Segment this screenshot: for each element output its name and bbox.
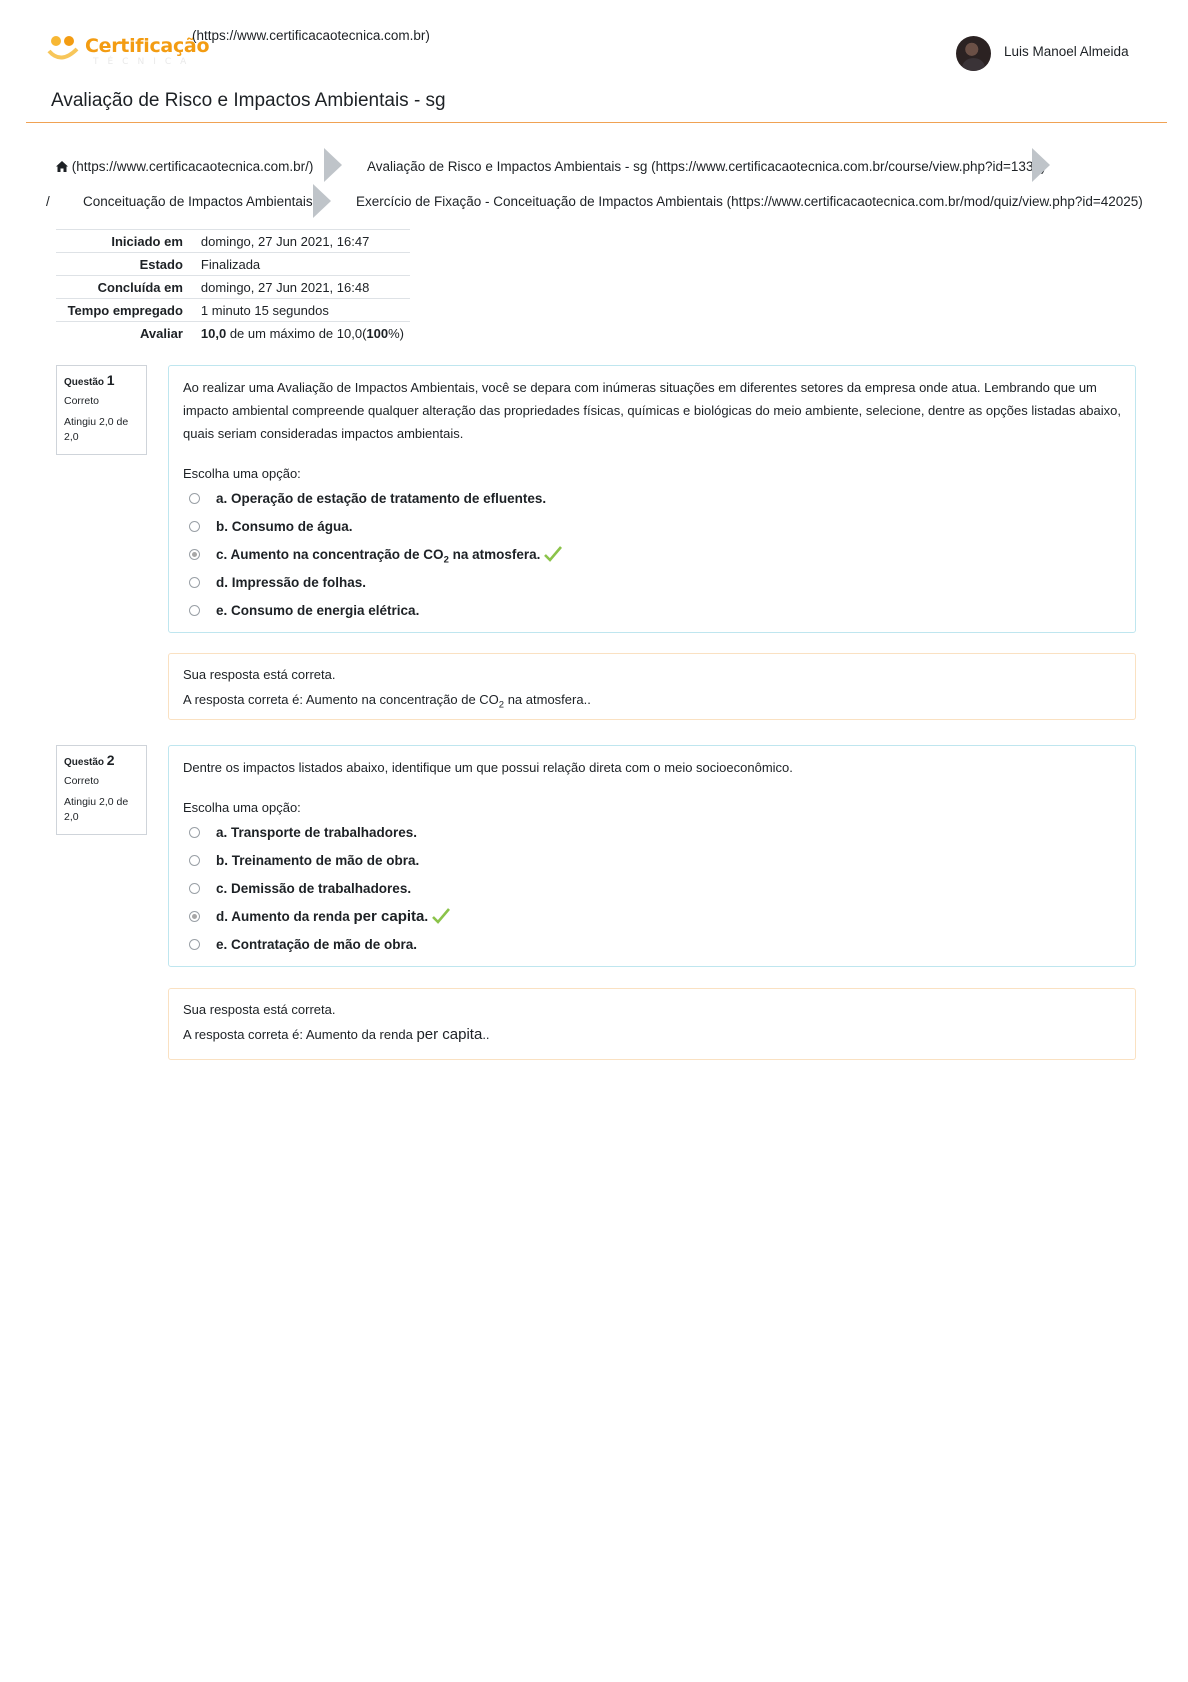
radio-icon[interactable] [189, 577, 200, 588]
option-d[interactable] [189, 903, 1121, 931]
radio-icon[interactable] [189, 883, 200, 894]
question-2-info [56, 745, 147, 835]
check-icon [432, 908, 450, 924]
table-row [56, 322, 410, 345]
option-b[interactable] [189, 513, 1121, 541]
question-state: Correto [64, 775, 100, 787]
option-label: e. Consumo de energia elétrica. [216, 603, 420, 618]
breadcrumb-arrow [1032, 148, 1050, 182]
option-label: d. Aumento da renda [216, 909, 354, 924]
option-label: b. Treinamento de mão de obra. [216, 853, 420, 868]
option-a[interactable] [189, 485, 1121, 513]
breadcrumb-arrow [313, 184, 331, 218]
answer-prompt: Escolha uma opção: [183, 466, 301, 481]
question-text: Ao realizar uma Avaliação de Impactos Ambientais, você se depara com inúmeras situações em diferentes setores da empresa onde atua. Lembrando que um impacto ambiental compreende qualquer alteração das propriedades físicas, químicas e biológicas do meio ambiente, selecione, dentre as opções listadas abaixo, quais seriam consideradas impactos ambientais. [183, 380, 1121, 441]
grade-end: %) [388, 325, 404, 341]
question-label: Questão [64, 757, 105, 768]
question-state: Correto [64, 395, 100, 407]
option-b[interactable] [189, 847, 1121, 875]
question-mark: Atingiu 2,0 de 2,0 [64, 416, 129, 443]
attempt-summary-table [56, 229, 410, 345]
radio-icon[interactable] [189, 549, 200, 560]
breadcrumb-quiz[interactable]: Exercício de Fixação - Conceituação de Impactos Ambientais (https://www.certificacaotecnica.com.br/mod/quiz/view.php?id=42025) [356, 194, 1143, 209]
logo-icon [47, 33, 83, 67]
question-number [64, 752, 139, 768]
breadcrumb-home[interactable] [56, 159, 313, 174]
grade-mid: de um máximo de 10,0( [226, 325, 367, 341]
check-icon [544, 546, 562, 562]
completed-value: domingo, 27 Jun 2021, 16:48 [200, 279, 370, 295]
option-label: e. Contratação de mão de obra. [216, 937, 418, 952]
breadcrumb-separator: / [46, 194, 50, 209]
logo-url[interactable]: (https://www.certificacaotecnica.com.br) [192, 28, 430, 43]
option-label: b. Consumo de água. [216, 519, 353, 534]
radio-icon[interactable] [189, 939, 200, 950]
answer-text: A resposta correta é: Aumento da renda [183, 1027, 417, 1042]
option-c[interactable] [189, 875, 1121, 903]
question-number [64, 372, 139, 388]
feedback-text: Sua resposta está correta. [183, 1002, 336, 1017]
table-row [56, 276, 410, 299]
option-label: a. Operação de estação de tratamento de efluentes. [216, 491, 547, 506]
question-label: Questão [64, 377, 105, 388]
breadcrumb-course[interactable]: Avaliação de Risco e Impactos Ambientais - sg (https://www.certificacaotecnica.com.br/course/view.php?id=1338) [367, 159, 1046, 174]
site-logo[interactable] [47, 33, 210, 69]
grade-score: 10,0 [200, 325, 227, 341]
breadcrumb-home-url: (https://www.certificacaotecnica.com.br/) [71, 159, 314, 174]
option-label: a. Transporte de trabalhadores. [216, 825, 418, 840]
breadcrumb-section[interactable]: Conceituação de Impactos Ambientais [83, 194, 313, 209]
question-text: Dentre os impactos listados abaixo, identifique um que possui relação direta com o meio socioeconômico. [183, 760, 793, 775]
question-1-info [56, 365, 147, 455]
table-row [56, 299, 410, 322]
question-number-value: 1 [106, 372, 115, 388]
answer-emphasis: per capita [416, 1026, 483, 1043]
answer-prompt: Escolha uma opção: [183, 800, 301, 815]
started-label: Iniciado em [111, 233, 183, 249]
user-name[interactable]: Luis Manoel Almeida [1004, 44, 1129, 59]
state-value: Finalizada [200, 256, 261, 272]
option-d[interactable] [189, 569, 1121, 597]
option-e[interactable] [189, 931, 1121, 959]
question-number-value: 2 [106, 752, 115, 768]
logo-text: Certificação [85, 35, 210, 57]
grade-label: Avaliar [140, 325, 183, 341]
state-label: Estado [139, 256, 183, 272]
option-label-end: na atmosfera. [448, 547, 541, 562]
feedback-text: Sua resposta está correta. [183, 667, 336, 682]
option-c[interactable] [189, 541, 1121, 569]
correct-answer [183, 687, 1121, 718]
home-icon [56, 161, 68, 172]
grade-percent: 100 [366, 325, 389, 341]
radio-icon[interactable] [189, 855, 200, 866]
answer-subscript: 2 [498, 699, 505, 711]
page-title: Avaliação de Risco e Impactos Ambientais - sg [51, 90, 446, 111]
option-subscript: 2 [443, 554, 449, 566]
question-1-formulation [168, 365, 1136, 633]
logo-subtext: TÉCNICA [93, 57, 196, 67]
option-a[interactable] [189, 819, 1121, 847]
answer-text-end: .. [482, 1027, 490, 1042]
option-e[interactable] [189, 597, 1121, 625]
option-label: c. Demissão de trabalhadores. [216, 881, 412, 896]
question-1-feedback [168, 653, 1136, 720]
grade-value [195, 322, 410, 345]
completed-label: Concluída em [97, 279, 183, 295]
breadcrumb-arrow [324, 148, 342, 182]
time-value: 1 minuto 15 segundos [200, 302, 329, 318]
answer-text-end: na atmosfera.. [504, 692, 591, 707]
table-row [56, 253, 410, 276]
option-emphasis: per capita [353, 908, 425, 925]
radio-icon[interactable] [189, 605, 200, 616]
title-divider [26, 122, 1167, 123]
question-mark: Atingiu 2,0 de 2,0 [64, 796, 129, 823]
radio-icon[interactable] [189, 493, 200, 504]
option-label-end: . [424, 909, 429, 924]
table-row [56, 230, 410, 253]
answer-text: A resposta correta é: Aumento na concentração de CO [183, 692, 499, 707]
correct-answer [183, 1022, 1121, 1047]
option-label: c. Aumento na concentração de CO [216, 547, 444, 562]
question-2-formulation [168, 745, 1136, 967]
time-label: Tempo empregado [67, 302, 183, 318]
question-2-feedback [168, 988, 1136, 1060]
radio-icon[interactable] [189, 521, 200, 532]
option-label: d. Impressão de folhas. [216, 575, 367, 590]
started-value: domingo, 27 Jun 2021, 16:47 [200, 233, 370, 249]
avatar[interactable] [956, 36, 991, 71]
radio-icon[interactable] [189, 827, 200, 838]
radio-icon[interactable] [189, 911, 200, 922]
